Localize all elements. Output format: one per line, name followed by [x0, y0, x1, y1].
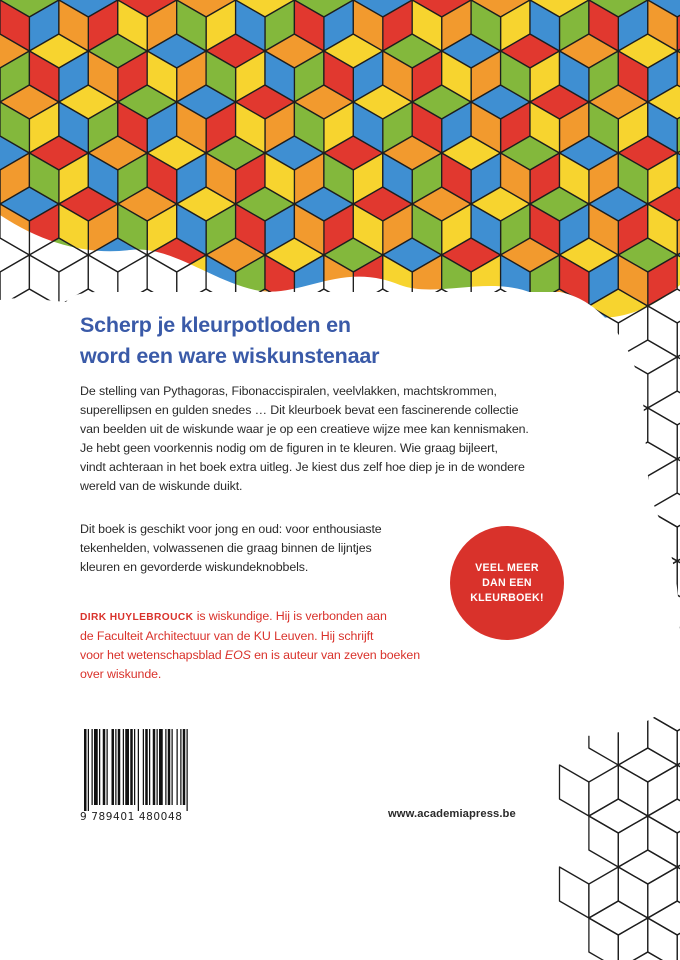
barcode-bar [159, 729, 163, 805]
headline-line-1: Scherp je kleurpotloden en [80, 313, 351, 337]
barcode-bar [130, 729, 133, 805]
rhombus-tile [589, 901, 648, 935]
barcode-bar [84, 729, 87, 811]
barcode-bar [177, 729, 178, 805]
barcode-bar [153, 729, 156, 805]
rhombus-tile [618, 748, 677, 782]
description-line: vindt achteraan in het boek extra uitleg. Je kiest dus zelf hoe diep je in de wondere [80, 460, 525, 474]
rhombus-tile [648, 901, 680, 935]
rhombus-tile [648, 799, 680, 833]
magazine-name: EOS [224, 648, 251, 662]
barcode-bar [180, 729, 181, 805]
rhombus-tile [648, 867, 677, 918]
rhombus-tile [618, 867, 648, 918]
author-bio-text: is wiskundige. Hij is verbonden aan [193, 609, 387, 623]
barcode-bar [172, 729, 173, 805]
barcode-bars [80, 727, 232, 811]
description-paragraph-2 [80, 520, 460, 577]
author-bio-line [80, 646, 420, 665]
rhombus-tile [618, 918, 648, 960]
badge-line: DAN EEN [482, 576, 532, 589]
barcode-bar [134, 729, 135, 805]
barcode-bar [112, 729, 115, 805]
barcode-bar [123, 729, 124, 805]
author-bio-text: en is auteur van zeven boeken [250, 648, 420, 662]
headline-line-2: word een ware wiskunstenaar [80, 344, 380, 368]
barcode-bar [115, 729, 116, 805]
author-name: DIRK HUYLEBROUCK [80, 612, 194, 623]
rhombus-tile [648, 918, 677, 960]
rhombus-tile [589, 918, 618, 960]
barcode-bar [157, 729, 158, 805]
author-bio-text: voor het wetenschapsblad [80, 648, 225, 662]
publisher-website[interactable]: www.academiapress.be [388, 808, 516, 820]
description-paragraph-1 [80, 382, 620, 496]
rhombus-tile [618, 850, 677, 884]
badge-line: VEEL MEER [475, 561, 539, 574]
description-line: Dit boek is geschikt voor jong en oud: voor enthousiaste [80, 522, 382, 536]
barcode-bar [183, 729, 186, 805]
barcode-bar [187, 729, 188, 811]
barcode-bar [168, 729, 171, 805]
barcode-bar [92, 729, 93, 805]
rhombus-tile [648, 714, 677, 765]
rhombus-tile [648, 765, 677, 816]
barcode-bar [88, 729, 89, 811]
barcode-bar [94, 729, 98, 805]
rhombus-tile [560, 765, 589, 816]
barcode-bar [138, 729, 139, 811]
badge-line: KLEURBOEK! [470, 591, 544, 604]
author-bio-line [80, 607, 420, 627]
barcode-bar [103, 729, 106, 805]
barcode-bar [149, 729, 150, 805]
headline [80, 310, 500, 372]
rhombus-tile [618, 765, 648, 816]
barcode-bar [125, 729, 129, 805]
author-bio [80, 607, 420, 684]
rhombus-tile [560, 867, 589, 918]
description-line: tekenhelden, volwassenen die graag binnen de lijntjes [80, 541, 372, 555]
isbn-barcode [80, 727, 232, 825]
rhombus-tile [589, 765, 618, 816]
description-line: Je hebt geen voorkennis nodig om de figuren in te kleuren. Wie graag bijleert, [80, 441, 498, 455]
rhombus-tile [618, 952, 677, 960]
barcode-bar [165, 729, 166, 805]
barcode-bar [118, 729, 121, 805]
promo-badge [450, 526, 564, 640]
isbn-number: 9 789401 480048 [80, 811, 183, 823]
author-bio-line: de Faculteit Architectuur van de KU Leuven. Hij schrijft [80, 629, 374, 643]
barcode-bar [143, 729, 144, 805]
rhombus-tile [618, 816, 648, 867]
rhombus-tile [589, 799, 648, 833]
description-line: superellipsen en gulden snedes … Dit kleurboek bevat een fascinerende collectie [80, 403, 519, 417]
rhombus-tile [589, 867, 618, 918]
barcode-bar [107, 729, 108, 805]
rhombus-tile [648, 816, 677, 867]
description-line: van beelden uit de wiskunde waar je op een creatieve wijze mee kan kennismaken. [80, 422, 529, 436]
barcode-bar [99, 729, 100, 805]
barcode-bar [145, 729, 148, 805]
description-line: De stelling van Pythagoras, Fibonaccispiralen, veelvlakken, machtskrommen, [80, 384, 497, 398]
description-line: wereld van de wiskunde duikt. [80, 479, 243, 493]
author-bio-line: over wiskunde. [80, 667, 162, 681]
description-line: kleuren en gevorderde wiskundeknobbels. [80, 560, 309, 574]
rhombus-tile [589, 816, 618, 867]
